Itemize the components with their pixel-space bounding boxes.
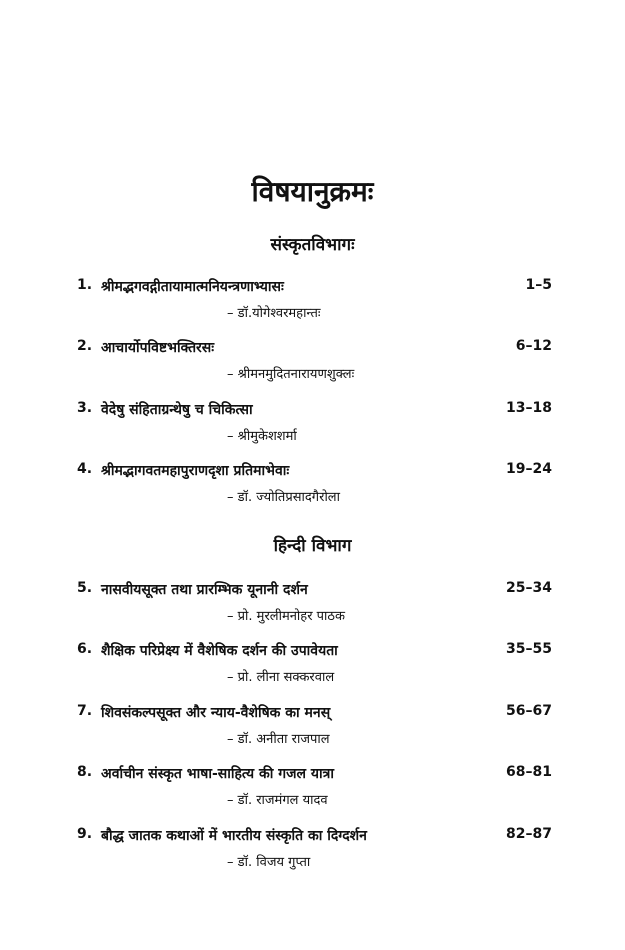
entry-number: 4.	[77, 461, 93, 477]
entry-author: – प्रो. लीना सक्करवाल	[227, 667, 334, 685]
entry-title: बौद्ध जातक कथाओं में भारतीय संस्कृति का दिग्दर्शन	[101, 828, 367, 844]
entry-author: – प्रो. मुरलीमनोहर पाठक	[227, 606, 345, 624]
entry-author: – डॉ. अनीता राजपाल	[227, 729, 330, 747]
entry-number: 8.	[77, 764, 93, 780]
entry-pages: 6–12	[515, 338, 552, 354]
entry-title: शिवसंकल्पसूक्त और न्याय-वैशेषिक का मनस्	[101, 705, 331, 721]
entry-author: – डॉ. ज्योतिप्रसादगैरोला	[227, 487, 340, 505]
entry-number: 6.	[77, 641, 93, 657]
entry-number: 1.	[77, 277, 93, 293]
page-title: विषयानुक्रमः	[251, 175, 374, 208]
entry-title: श्रीमद्भागवतमहापुराणदृशा प्रतिमाभेवाः	[101, 463, 290, 479]
entry-pages: 68–81	[506, 764, 552, 780]
entry-author: – डॉ. विजय गुप्ता	[227, 852, 310, 870]
toc-entry	[77, 461, 552, 517]
toc-entry	[77, 338, 552, 394]
toc-entry	[77, 277, 552, 333]
entry-pages: 82–87	[506, 826, 552, 842]
toc-entry	[77, 641, 552, 697]
entry-number: 9.	[77, 826, 93, 842]
toc-entry	[77, 826, 552, 882]
section-heading-sanskrit: संस्कृतविभागः	[270, 235, 355, 255]
entry-title: अर्वाचीन संस्कृत भाषा-साहित्य की गजल यात्रा	[101, 766, 334, 782]
entry-pages: 35–55	[506, 641, 552, 657]
entry-pages: 56–67	[506, 703, 552, 719]
toc-entry	[77, 703, 552, 759]
entry-title: श्रीमद्भगवद्गीतायामात्मनियन्त्रणाभ्यासः	[101, 279, 284, 295]
entry-number: 5.	[77, 580, 93, 596]
section-heading-hindi: हिन्दी विभाग	[273, 536, 352, 556]
toc-entry	[77, 400, 552, 456]
entry-pages: 1–5	[525, 277, 552, 293]
entry-title: वेदेषु संहिताग्रन्थेषु च चिकित्सा	[101, 402, 253, 418]
entry-title: नासवीयसूक्त तथा प्रारम्भिक यूनानी दर्शन	[101, 582, 308, 598]
entry-number: 7.	[77, 703, 93, 719]
entry-author: – डॉ. राजमंगल यादव	[227, 790, 328, 808]
entry-author: – श्रीमुकेशशर्मा	[227, 426, 297, 444]
entry-pages: 19–24	[506, 461, 552, 477]
entry-pages: 25–34	[506, 580, 552, 596]
entry-title: शैक्षिक परिप्रेक्ष्य में वैशेषिक दर्शन की उपावेयता	[101, 643, 338, 659]
entry-author: – डॉ.योगेश्वरमहान्तः	[227, 303, 320, 321]
entry-number: 2.	[77, 338, 93, 354]
toc-entry	[77, 764, 552, 820]
entry-number: 3.	[77, 400, 93, 416]
toc-entry	[77, 580, 552, 636]
entry-pages: 13–18	[506, 400, 552, 416]
entry-title: आचार्योपविष्टभक्तिरसः	[101, 340, 215, 356]
entry-author: – श्रीमनमुदितनारायणशुक्लः	[227, 364, 354, 382]
